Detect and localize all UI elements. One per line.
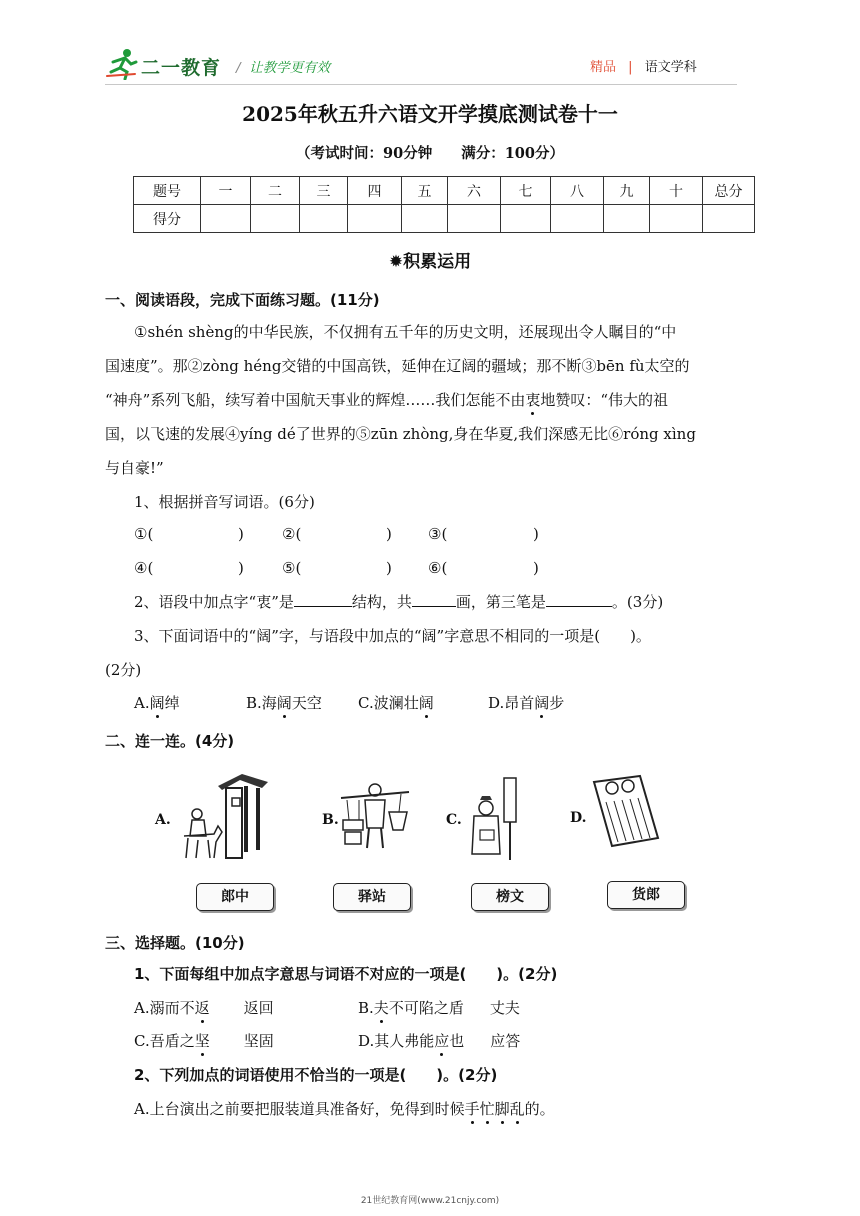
- q1-line-3b: 地赞叹：“伟大的祖: [540, 391, 669, 409]
- option-text: D.其人弗能: [358, 1032, 435, 1050]
- answer-blank-5[interactable]: [304, 560, 386, 578]
- logo-text: 二一教育: [141, 57, 222, 79]
- doctor-horse-illustration-icon: [170, 772, 270, 864]
- dotted-char: 返: [194, 999, 210, 1017]
- option-text: 的。: [524, 1100, 555, 1118]
- q3-option-a[interactable]: [134, 997, 274, 1018]
- score-cell[interactable]: [251, 205, 300, 233]
- table-cell: 三: [300, 177, 348, 205]
- logo: [105, 48, 225, 80]
- blank-3-close: ): [533, 525, 539, 543]
- exam-info: （考试时间：90分钟 满分：100分）: [296, 145, 564, 162]
- option-text: 也: [449, 1032, 465, 1050]
- option-a[interactable]: [134, 692, 180, 713]
- dotted-char: 衷: [525, 391, 541, 409]
- q3-sub1: 1、下面每组中加点字意思与词语不对应的一项是( )。(2分): [134, 965, 558, 983]
- table-cell: 五: [402, 177, 448, 205]
- fill-blank-third-stroke[interactable]: [546, 592, 612, 607]
- option-text: B.海: [246, 694, 277, 712]
- blank-2-close: ): [386, 525, 392, 543]
- option-d[interactable]: [488, 692, 564, 713]
- blank-1-close: ): [238, 525, 244, 543]
- table-cell: 十: [650, 177, 703, 205]
- option-text: 天空: [291, 694, 322, 712]
- score-cell[interactable]: [604, 205, 650, 233]
- table-cell: 一: [201, 177, 251, 205]
- blank-6-close: ): [533, 559, 539, 577]
- table-cell: 九: [604, 177, 650, 205]
- fill-blank-strokes[interactable]: [412, 592, 456, 607]
- picture-label-b: B.: [322, 812, 339, 828]
- blank-5-close: ): [386, 559, 392, 577]
- page-title: 2025年秋五升六语文开学摸底测试卷十一: [242, 102, 618, 126]
- option-text: 不可陷之盾: [388, 999, 464, 1017]
- score-cell[interactable]: [300, 205, 348, 233]
- option-text: D.昂首: [488, 694, 535, 712]
- blank-3-open: ③(: [428, 525, 448, 543]
- q1-sub2-c: 画，第三笔是: [455, 593, 546, 611]
- option-text: C.吾盾之: [134, 1032, 195, 1050]
- separator: |: [628, 60, 633, 75]
- dotted-char: 阔: [276, 694, 292, 712]
- dotted-char: 夫: [373, 999, 389, 1017]
- dotted-char: 手: [464, 1100, 480, 1118]
- q1-line-3a: “神舟”系列飞船，续写着中国航天事业的辉煌……我们怎能不由: [105, 391, 526, 409]
- option-text: A.溺而不: [134, 999, 195, 1017]
- q1-sub2-d: 。(3分): [611, 593, 664, 611]
- score-cell[interactable]: [703, 205, 755, 233]
- dotted-char: 忙: [479, 1100, 495, 1118]
- q1-line-4: 国，以飞速的发展④yíng dé了世界的⑤zūn zhòng,身在华夏,我们深感无比⑥róng xìng: [105, 425, 696, 443]
- answer-blank-4[interactable]: [156, 560, 238, 578]
- dotted-char: 阔: [534, 694, 550, 712]
- dotted-char: 乱: [509, 1100, 525, 1118]
- answer-blank-3[interactable]: [450, 526, 532, 544]
- peddler-illustration-icon: [337, 776, 413, 860]
- slogan-text: 让教学更有效: [249, 60, 331, 76]
- option-word: 返回: [243, 999, 274, 1017]
- q1-sub2: [134, 592, 663, 612]
- table-cell: 八: [551, 177, 604, 205]
- label-card-huolang[interactable]: 货郎: [607, 881, 685, 909]
- score-cell[interactable]: [348, 205, 402, 233]
- option-word: 应答: [490, 1032, 521, 1050]
- table-cell: 总分: [703, 177, 755, 205]
- option-word: 坚固: [243, 1032, 274, 1050]
- label-card-yizhan[interactable]: 驿站: [333, 883, 411, 911]
- badge-jingpin: 精品: [590, 60, 617, 75]
- score-cell[interactable]: [501, 205, 551, 233]
- blank-1-open: ①(: [134, 525, 154, 543]
- q3-heading: 三、选择题。(10分): [105, 934, 245, 952]
- score-cell[interactable]: [402, 205, 448, 233]
- dotted-char: 坚: [194, 1032, 210, 1050]
- score-cell[interactable]: [551, 205, 604, 233]
- q1-line-1: ①shén shèng的中华民族，不仅拥有五千年的历史文明，还展现出令人瞩目的“中: [134, 323, 677, 341]
- blank-6-open: ⑥(: [428, 559, 448, 577]
- option-word: 丈夫: [489, 999, 520, 1017]
- notice-board-illustration-icon: [588, 772, 664, 852]
- table-cell: 七: [501, 177, 551, 205]
- runner-logo-icon: [105, 48, 139, 80]
- q1-line-2: 国速度”。那②zòng héng交错的中国高铁，延伸在辽阔的疆域；那不断③bēn fù太空的: [105, 357, 690, 375]
- q1-sub3-score: (2分): [105, 661, 142, 679]
- q1-sub1: 1、根据拼音写词语。(6分): [134, 493, 315, 511]
- q3-option-c[interactable]: [134, 1030, 274, 1051]
- score-cell[interactable]: [650, 205, 703, 233]
- option-text: C.波澜壮: [358, 694, 419, 712]
- q1-sub2-b: 结构，共: [351, 593, 412, 611]
- label-card-langzhong[interactable]: 郎中: [196, 883, 274, 911]
- q3-sub2: 2、下列加点的词语使用不恰当的一项是( )。(2分): [134, 1066, 498, 1084]
- answer-blank-1[interactable]: [156, 526, 238, 544]
- option-text: A.: [134, 694, 150, 712]
- table-cell: 二: [251, 177, 300, 205]
- slash-divider: /: [236, 60, 241, 76]
- header-rule: [105, 84, 737, 85]
- score-cell[interactable]: [448, 205, 501, 233]
- answer-blank-2[interactable]: [304, 526, 386, 544]
- option-text: 步: [549, 694, 565, 712]
- option-text: B.: [358, 999, 374, 1017]
- table-row: [134, 205, 755, 233]
- blank-2-open: ②(: [282, 525, 302, 543]
- option-text: A.上台演出之前要把服装道具准备好，免得到时候: [134, 1100, 465, 1118]
- table-cell: 四: [348, 177, 402, 205]
- q2-heading: 二、连一连。(4分): [105, 732, 235, 750]
- picture-label-a: A.: [155, 812, 171, 828]
- slogan: [236, 56, 330, 76]
- score-cell[interactable]: [201, 205, 251, 233]
- dotted-char: 应: [434, 1032, 450, 1050]
- option-text: 绰: [164, 694, 180, 712]
- dotted-char: 脚: [494, 1100, 510, 1118]
- subject-label: 语文学科: [644, 60, 697, 75]
- q3-option-d[interactable]: [358, 1030, 520, 1051]
- blank-4-close: ): [238, 559, 244, 577]
- q1-line-5: 与自豪!”: [105, 459, 164, 477]
- answer-blank-6[interactable]: [450, 560, 532, 578]
- q1-line-3: [105, 390, 668, 410]
- option-c[interactable]: [358, 692, 434, 713]
- q3-option-b[interactable]: [358, 997, 520, 1018]
- fill-blank-structure[interactable]: [294, 592, 352, 607]
- dotted-char: 阔: [418, 694, 434, 712]
- section-title: ✹积累运用: [388, 252, 472, 272]
- table-cell: 六: [448, 177, 501, 205]
- option-b[interactable]: [246, 692, 322, 713]
- q1-sub3: 3、下面词语中的“阔”字，与语段中加点的“阔”字意思不相同的一项是( )。: [134, 627, 651, 645]
- courier-illustration-icon: [462, 774, 524, 864]
- label-card-bangwen[interactable]: 榜文: [471, 883, 549, 911]
- table-cell: 题号: [134, 177, 201, 205]
- table-row: [134, 177, 755, 205]
- picture-label-c: C.: [446, 812, 462, 828]
- page-footer: 21世纪教育网(www.21cnjy.com): [360, 1196, 500, 1206]
- q1-heading: 一、阅读语段，完成下面练习题。(11分): [105, 291, 380, 309]
- q1-sub2-a: 2、语段中加点字“衷”是: [134, 593, 294, 611]
- picture-label-d: D.: [570, 810, 587, 826]
- q3-sub2-option-a[interactable]: [134, 1098, 555, 1119]
- blank-5-open: ⑤(: [282, 559, 302, 577]
- table-cell: 得分: [134, 205, 201, 233]
- header-right: [590, 56, 697, 75]
- score-table: [133, 176, 755, 233]
- dotted-char: 阔: [149, 694, 165, 712]
- blank-4-open: ④(: [134, 559, 154, 577]
